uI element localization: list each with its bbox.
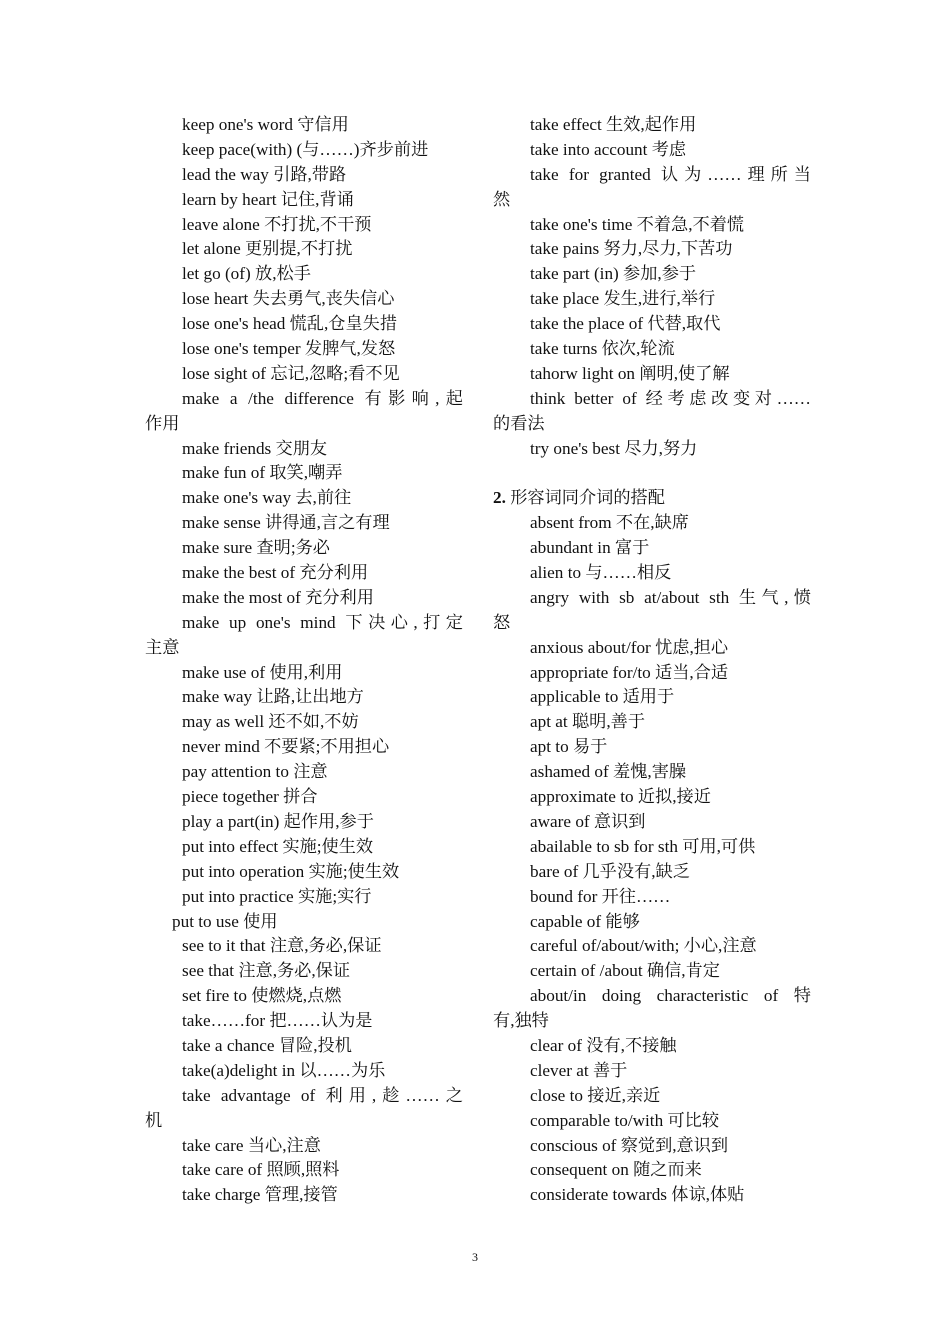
entry-line: clear of 没有,不接触 — [530, 1035, 677, 1055]
entry-line: leave alone 不打扰,不干预 — [182, 214, 372, 234]
entry-line: piece together 拼合 — [182, 787, 318, 807]
entry-line: put to use 使用 — [172, 911, 278, 931]
entry-line: about/in doing characteristic of 特 — [530, 986, 811, 1006]
entry-line: considerate towards 体谅,体贴 — [530, 1185, 745, 1205]
entry-line: may as well 还不如,不妨 — [182, 712, 359, 732]
entry-line: comparable to/with 可比较 — [530, 1110, 720, 1130]
entry-line: make the best of 充分利用 — [182, 563, 369, 583]
entry-continuation: 机 — [145, 1110, 163, 1130]
entry-line: take into account 考虑 — [530, 139, 687, 159]
entry-line: lose one's head 慌乱,仓皇失措 — [182, 314, 398, 334]
spacer — [493, 461, 811, 486]
entry-continuation: 怒 — [493, 612, 511, 632]
entry-line: take charge 管理,接管 — [182, 1185, 338, 1205]
entry-line: absent from 不在,缺席 — [530, 513, 689, 533]
entry-line: let go (of) 放,松手 — [182, 264, 311, 284]
entry-line: lose heart 失去勇气,丧失信心 — [182, 289, 395, 309]
entry-line: anxious about/for 忧虑,担心 — [530, 637, 729, 657]
entry-line: take care 当心,注意 — [182, 1135, 321, 1155]
entry-line: try one's best 尽力,努力 — [530, 438, 698, 458]
entry-line: apt to 易于 — [530, 737, 608, 757]
entry-line: certain of /about 确信,肯定 — [530, 961, 720, 981]
entry-line: pay attention to 注意 — [182, 762, 328, 782]
entry-line: capable of 能够 — [530, 911, 640, 931]
entry-continuation: 有,独特 — [493, 1011, 549, 1031]
entry-line: think better of 经考虑改变对…… — [530, 388, 811, 408]
entry-line: apt at 聪明,善于 — [530, 712, 646, 732]
entry-continuation: 的看法 — [493, 413, 545, 433]
entry-line: make a /the difference 有影响,起 — [182, 388, 463, 408]
entry-line: keep pace(with) (与……)齐步前进 — [182, 139, 429, 159]
entry-line: tahorw light on 阐明,使了解 — [530, 363, 730, 383]
entry-line: close to 接近,亲近 — [530, 1085, 661, 1105]
entry-line: take care of 照顾,照料 — [182, 1160, 340, 1180]
section-heading — [493, 486, 811, 511]
entry-line: take a chance 冒险,投机 — [182, 1035, 352, 1055]
entry-line: make the most of 充分利用 — [182, 587, 374, 607]
entry-line: take turns 依次,轮流 — [530, 339, 675, 359]
entry-line: take effect 生效,起作用 — [530, 115, 697, 134]
entry-line: consequent on 随之而来 — [530, 1160, 702, 1180]
entry-line: take advantage of 利用,趁……之 — [182, 1085, 463, 1105]
entry-line: lose sight of 忘记,忽略;看不见 — [182, 363, 400, 383]
entry-line: keep one's word 守信用 — [182, 115, 349, 134]
entry-line: put into effect 实施;使生效 — [182, 836, 374, 856]
page-number: 3 — [472, 1250, 478, 1264]
right-column — [493, 113, 811, 1208]
entry-line: let alone 更别提,不打扰 — [182, 239, 353, 259]
entry-line: lead the way 引路,带路 — [182, 164, 347, 184]
entry-line: play a part(in) 起作用,参于 — [182, 811, 374, 831]
entry-line: take……for 把……认为是 — [182, 1011, 373, 1031]
entry-continuation: 作用 — [145, 413, 180, 433]
entry-line: lose one's temper 发脾气,发怒 — [182, 339, 396, 359]
entry-line: angry with sb at/about sth 生气,愤 — [530, 587, 811, 607]
entry-line: approximate to 近拟,接近 — [530, 787, 711, 807]
section-title: 形容词同介词的搭配 — [505, 488, 665, 508]
entry-line: applicable to 适用于 — [530, 687, 675, 707]
entry-line: clever at 善于 — [530, 1060, 628, 1080]
entry-line: abailable to sb for sth 可用,可供 — [530, 836, 756, 856]
entry-line: take the place of 代替,取代 — [530, 314, 721, 334]
entry-line: make fun of 取笑,嘲弄 — [182, 463, 343, 483]
entry-line: bare of 几乎没有,缺乏 — [530, 861, 690, 881]
entry-line: set fire to 使燃烧,点燃 — [182, 986, 342, 1006]
entry-line: make up one's mind 下决心,打定 — [182, 612, 463, 632]
entry-line: careful of/about/with; 小心,注意 — [530, 936, 757, 956]
entry-continuation: 然 — [493, 189, 511, 209]
entry-line: bound for 开往…… — [530, 886, 671, 906]
entry-line: make sure 查明;务必 — [182, 538, 330, 558]
entry-line: make use of 使用,利用 — [182, 662, 343, 682]
section-number: 2. — [493, 488, 506, 508]
entry-line: ashamed of 羞愧,害臊 — [530, 762, 687, 782]
entry-line: put into practice 实施;实行 — [182, 886, 372, 906]
entry-line: take one's time 不着急,不着慌 — [530, 214, 745, 234]
entry-line: learn by heart 记住,背诵 — [182, 189, 354, 209]
entry-line: make sense 讲得通,言之有理 — [182, 513, 390, 533]
entry-line: make friends 交朋友 — [182, 438, 328, 458]
entry-line: take place 发生,进行,举行 — [530, 289, 716, 309]
entry-line: take(a)delight in 以……为乐 — [182, 1060, 386, 1080]
left-column — [145, 113, 463, 1208]
entry-line: abundant in 富于 — [530, 538, 650, 558]
entry-line: put into operation 实施;使生效 — [182, 861, 400, 881]
entry-line: see that 注意,务必,保证 — [182, 961, 351, 981]
entry-line: see to it that 注意,务必,保证 — [182, 936, 382, 956]
entry-line: appropriate for/to 适当,合适 — [530, 662, 729, 682]
entry-line: alien to 与……相反 — [530, 563, 672, 583]
entry-line: aware of 意识到 — [530, 811, 646, 831]
entry-continuation: 主意 — [145, 637, 180, 657]
entry-line: never mind 不要紧;不用担心 — [182, 737, 390, 757]
entry-line: take for granted 认为……理所当 — [530, 164, 811, 184]
entry-line: make one's way 去,前往 — [182, 488, 352, 508]
entry-line: take part (in) 参加,参于 — [530, 264, 697, 284]
entry-line: take pains 努力,尽力,下苦功 — [530, 239, 733, 259]
entry-line: conscious of 察觉到,意识到 — [530, 1135, 729, 1155]
entry-line: make way 让路,让出地方 — [182, 687, 364, 707]
